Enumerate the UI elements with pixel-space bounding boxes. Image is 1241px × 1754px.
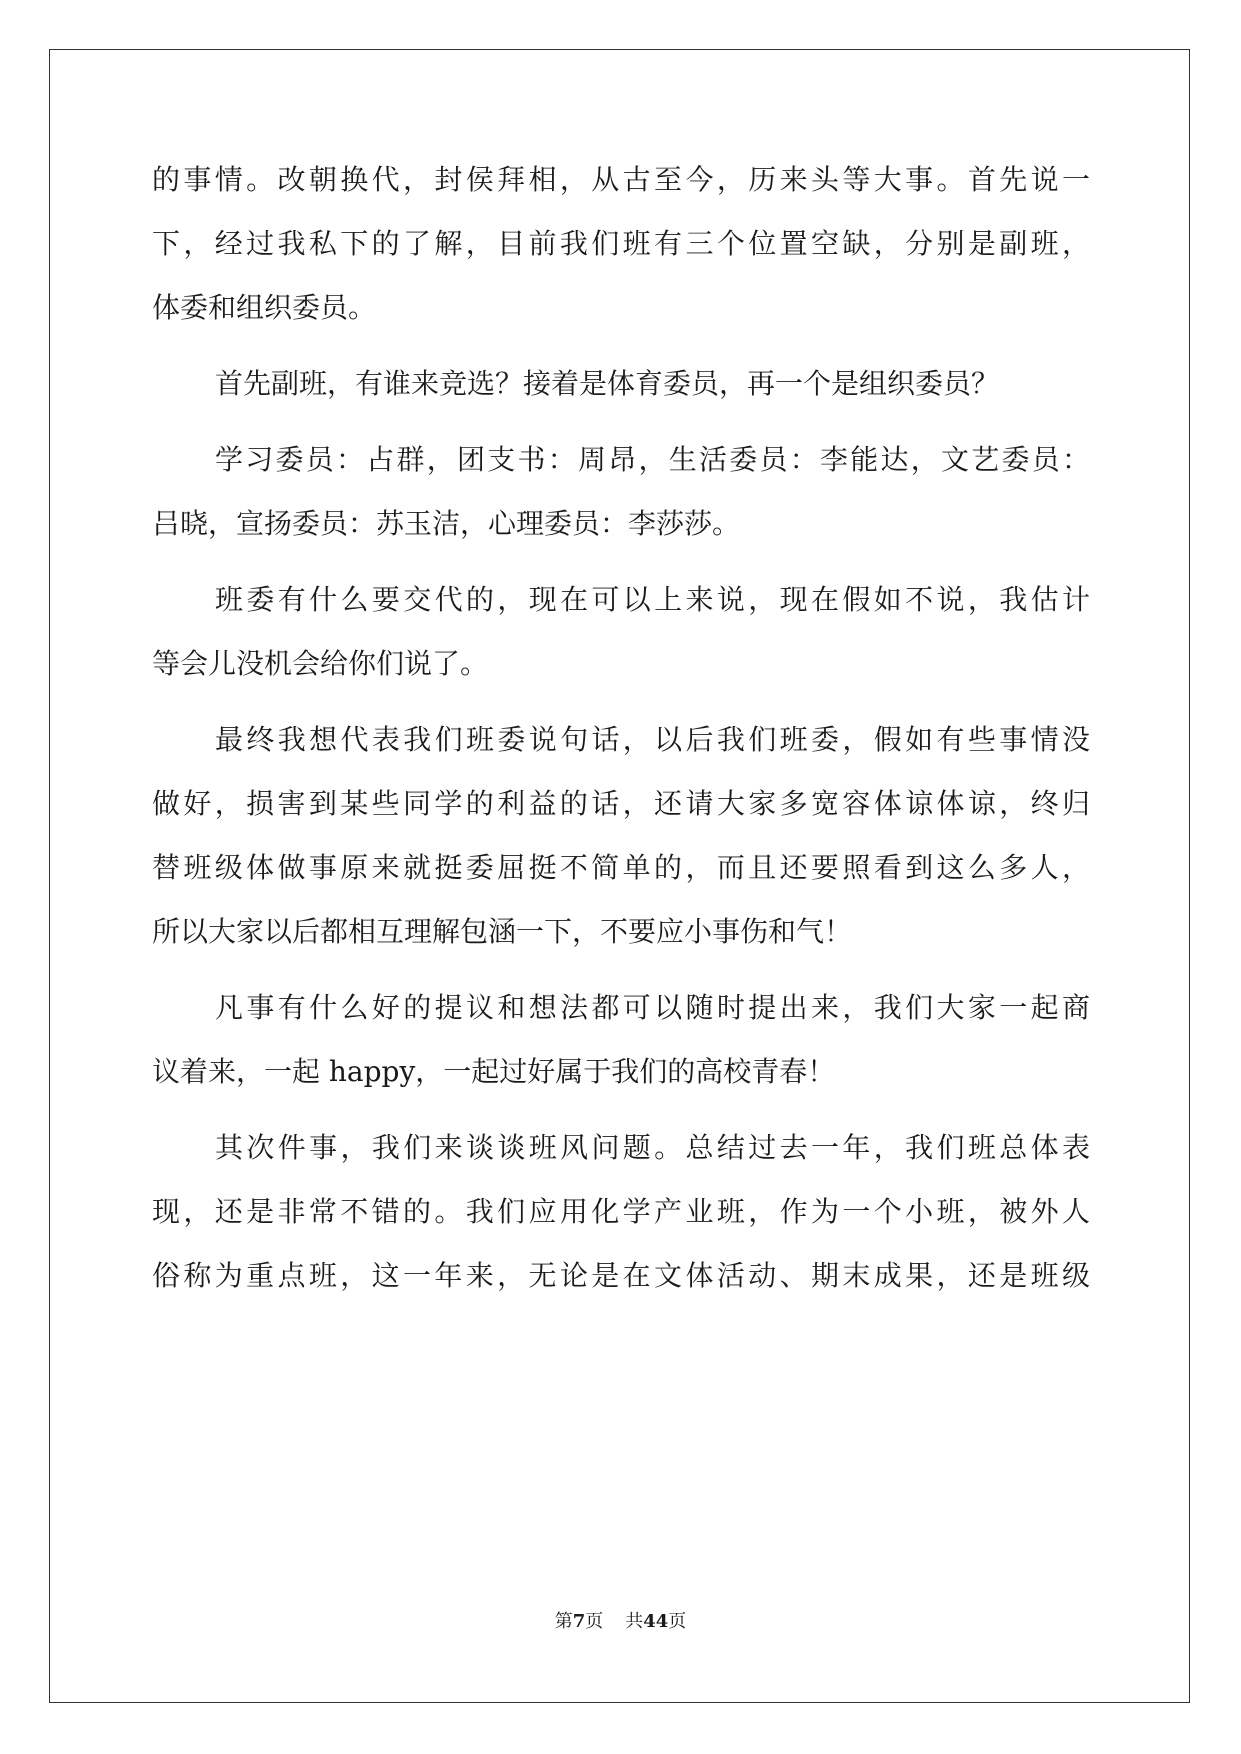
- paragraph: [152, 428, 1090, 556]
- paragraph: [152, 148, 1090, 340]
- text-line: 体委和组织委员。: [152, 291, 377, 324]
- text-line: 下，经过我私下的了解，目前我们班有三个位置空缺，分别是副班，: [152, 227, 1090, 260]
- document-body: [152, 148, 1090, 1308]
- text-line: 其次件事，我们来谈谈班风问题。总结过去一年，我们班总体表: [215, 1131, 1090, 1164]
- text-line: 等会儿没机会给你们说了。: [152, 647, 489, 680]
- total-suffix: 页: [668, 1611, 687, 1632]
- page-suffix: 页: [585, 1611, 604, 1632]
- text-line: 议着来，一起 happy，一起过好属于我们的高校青春！: [152, 1055, 836, 1088]
- text-line: 班委有什么要交代的，现在可以上来说，现在假如不说，我估计: [215, 583, 1090, 616]
- total-prefix: 共: [625, 1611, 644, 1632]
- text-line: 吕晓，宣扬委员：苏玉洁，心理委员：李莎莎。: [152, 507, 741, 540]
- text-line: 最终我想代表我们班委说句话，以后我们班委，假如有些事情没: [215, 723, 1090, 756]
- paragraph: [152, 708, 1090, 964]
- paragraph: [152, 568, 1090, 696]
- paragraph: [152, 1116, 1090, 1308]
- text-line: 替班级体做事原来就挺委屈挺不简单的，而且还要照看到这么多人，: [152, 851, 1090, 884]
- total-pages: 44: [643, 1611, 669, 1632]
- text-line: 现，还是非常不错的。我们应用化学产业班，作为一个小班，被外人: [152, 1195, 1090, 1228]
- text-line: 首先副班，有谁来竞选？接着是体育委员，再一个是组织委员？: [215, 367, 1000, 400]
- text-line: 凡事有什么好的提议和想法都可以随时提出来，我们大家一起商: [215, 991, 1090, 1024]
- page-prefix: 第: [554, 1611, 573, 1632]
- paragraph: [152, 352, 1090, 416]
- text-line: 的事情。改朝换代，封侯拜相，从古至今，历来头等大事。首先说一: [152, 163, 1090, 196]
- page-footer: [0, 1607, 1241, 1633]
- text-line: 学习委员：占群，团支书：周昂，生活委员：李能达，文艺委员：: [215, 443, 1090, 476]
- text-line: 做好，损害到某些同学的利益的话，还请大家多宽容体谅体谅，终归: [152, 787, 1090, 820]
- text-line: 俗称为重点班，这一年来，无论是在文体活动、期末成果，还是班级: [152, 1259, 1090, 1292]
- paragraph: [152, 976, 1090, 1104]
- text-line: 所以大家以后都相互理解包涵一下，不要应小事伤和气！: [152, 915, 853, 948]
- page-number: 7: [572, 1611, 586, 1632]
